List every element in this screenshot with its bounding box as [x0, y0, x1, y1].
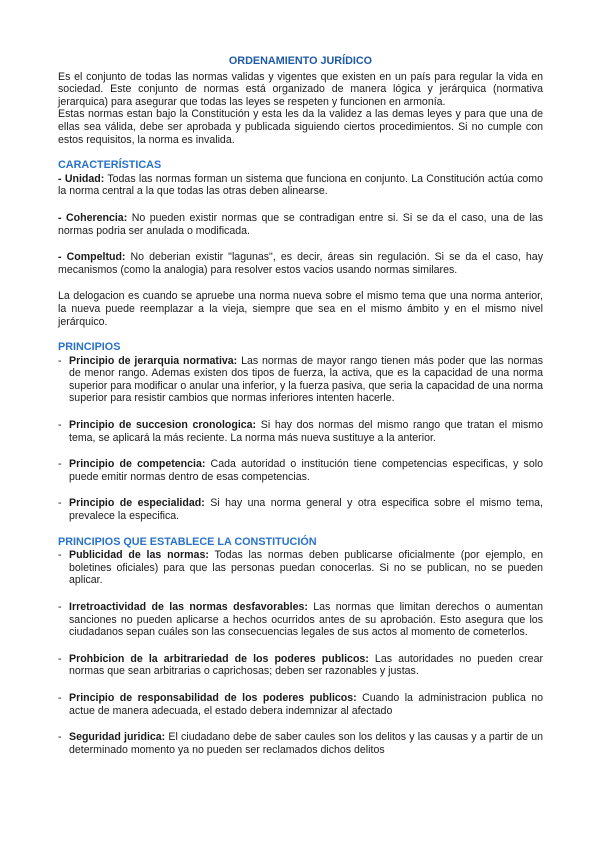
caracteristica-term: - Compeltud: — [58, 251, 126, 264]
constitucion-term: Principio de responsabilidad de los poderes publicos: — [69, 691, 357, 704]
principio-term: Principio de succesion cronologica: — [69, 419, 257, 432]
principio-term: Principio de jerarquia normativa: — [69, 354, 238, 367]
caracteristica-text: Todas las normas forman un sistema que funciona en conjunto. La Constitución actúa como la norma central a la que todas las otras deben alinearse. — [58, 172, 543, 198]
caracteristica-text: No deberian existir "lagunas", es decir, áreas sin regulación. Si se da el caso, hay mecanismos (como la analogia) para resolver estos vacios usando normas similares. — [58, 251, 543, 276]
principio-term: Principio de especialidad: — [69, 497, 205, 510]
constitucion-text: Todas las normas deben publicarse oficialmente (por ejemplo, en boletines oficiales) para que las personas puedan conocerlas. Si no se publican, no se pueden aplicar. — [69, 549, 544, 587]
constitucion-arbitrariedad — [58, 653, 543, 678]
bullet-dash: - — [58, 731, 62, 744]
constitucion-term: Seguridad juridica: — [69, 731, 166, 744]
constitucion-publicidad — [58, 549, 543, 587]
intro-paragraph-2: Estas normas estan bajo la Constitución y esta les da la validez a las demas leyes y para que una de ellas sea válida, debe ser aprobada y publicada siguiendo ciertos procedimientos. Si no cumple con estos requisitos, la norma es invalida. — [58, 108, 543, 146]
principio-jerarquia — [58, 355, 543, 405]
bullet-dash: - — [58, 419, 62, 432]
constitucion-heading: PRINCIPIOS QUE ESTABLECE LA CONSTITUCIÓN — [58, 535, 317, 548]
caracteristica-term: - Unidad: — [58, 172, 105, 185]
principio-text: Cada autoridad o institución tiene competencias especificas, y solo puede emitir normas dentro de esas competencias. — [69, 458, 543, 483]
caracteristicas-list — [58, 173, 543, 277]
constitucion-seguridad — [58, 731, 543, 756]
caracteristica-text: No pueden existir normas que se contradigan entre si. Si se da el caso, una de las normas podria ser anulada o modificada. — [58, 211, 544, 237]
caracteristicas-heading: CARACTERÍSTICAS — [58, 159, 162, 172]
bullet-dash: - — [58, 601, 62, 613]
principio-text: Si hay una norma general y otra especifica sobre el mismo tema, prevalece la especifica. — [69, 497, 543, 523]
principio-text: Si hay dos normas del mismo rango que tratan el mismo tema, se aplicará la más reciente. La norma más nueva sustituye a la anterior. — [69, 419, 544, 444]
document-page — [58, 55, 543, 756]
constitucion-text: El ciudadano debe de saber caules son los delitos y las causas y a partir de un determinado momento ya no pueden ser reclamados dichos delitos — [69, 731, 543, 756]
document-title: ORDENAMIENTO JURÍDICO — [228, 55, 373, 67]
principio-especialidad — [58, 497, 543, 522]
principios-list — [58, 355, 543, 523]
caracteristica-coherencia — [58, 212, 543, 237]
constitucion-text: Cuando la administracion publica no actue de manera adecuada, el estado debera indemnizar al afectado — [69, 691, 543, 717]
caracteristica-term: - Coherencia: — [58, 211, 128, 224]
delegacion-paragraph: La delogacion es cuando se apruebe una norma nueva sobre el mismo tema que una norma anterior, la nueva puede reemplazar a la vieja, siempre que sea en el mismo ámbito y en el mismo nivel jerárquico. — [58, 290, 543, 328]
bullet-dash: - — [58, 549, 62, 562]
principios-heading: PRINCIPIOS — [58, 341, 121, 354]
bullet-dash: - — [58, 652, 62, 665]
principio-term: Principio de competencia: — [69, 458, 206, 471]
constitucion-text: Las normas que limitan derechos o aumentan sanciones no pueden aplicarse a hechos ocurridos antes de su aprobación. Esto asegura que los ciudadanos sepan cuáles son las consecuencias legales de sus actos al momento de cometerlos. — [69, 601, 543, 639]
constitucion-term: Prohbicion de la arbitrariedad de los poderes publicos: — [69, 652, 369, 665]
bullet-dash: - — [58, 497, 62, 510]
bullet-dash: - — [58, 458, 62, 471]
constitucion-term: Publicidad de las normas: — [69, 549, 209, 562]
constitucion-text: Las autoridades no pueden crear normas que sean arbitrarias o caprichosas; deben ser razonables y justas. — [69, 652, 543, 678]
caracteristica-unidad — [58, 173, 543, 198]
constitucion-responsabilidad — [58, 692, 543, 717]
intro-paragraph-1: Es el conjunto de todas las normas validas y vigentes que existen en un país para regular la vida en sociedad. Este conjunto de normas está organizado de manera lógica y jerárquica (normativa jerarquica) para asegurar que todas las leyes se respeten y funcionen en armonía. — [58, 70, 543, 108]
bullet-dash: - — [58, 354, 62, 367]
principio-text: Las normas de mayor rango tienen más poder que las normas de menor rango. Ademas existen dos tipos de fuerza, la activa, que es la capacidad de una norma superior para modificar o anular una inferior, y la fuerza pasiva, que seria la capacidad de una norma superior para resistir cambios que normas inferiores intenten hacerle. — [69, 354, 543, 405]
caracteristica-compeltud — [58, 251, 543, 276]
principio-competencia — [58, 458, 543, 483]
constitucion-irretroactividad — [58, 601, 543, 639]
bullet-dash: - — [58, 691, 62, 704]
constitucion-list — [58, 549, 543, 756]
principio-sucesion — [58, 419, 543, 444]
constitucion-term: Irretroactividad de las normas desfavorables: — [69, 601, 308, 613]
